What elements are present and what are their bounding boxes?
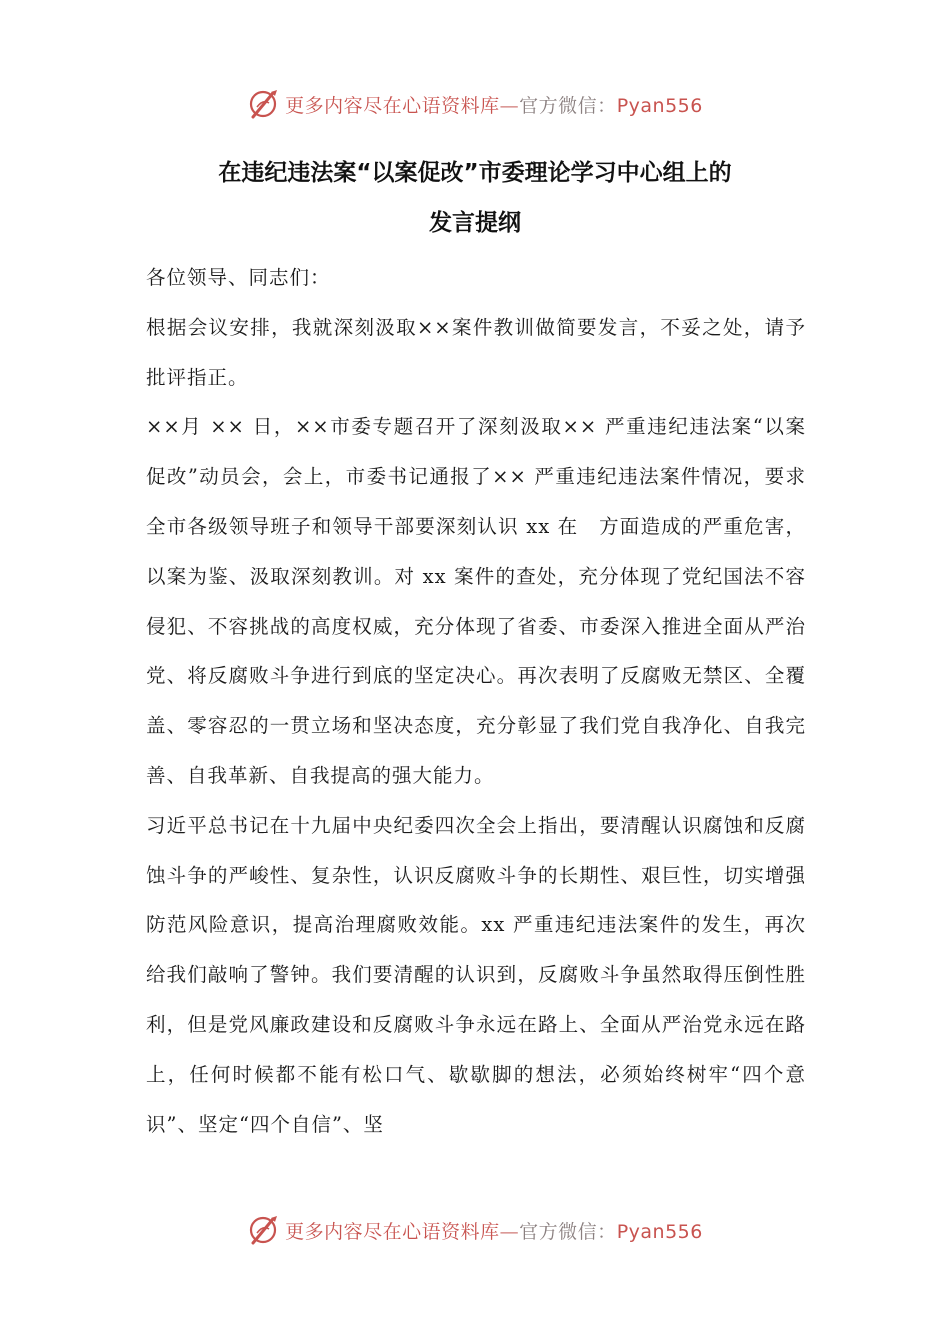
document-title-line1: 在违纪违法案“以案促改”市委理论学习中心组上的: [218, 160, 732, 186]
watermark-text: 更多内容尽在心语资料库—官方微信：Pyan556: [285, 1220, 703, 1243]
footer-watermark-banner: [0, 1210, 950, 1250]
document-body: [146, 253, 806, 1149]
pen-logo-icon: [247, 87, 281, 121]
document-title-line2: 发言提纲: [429, 210, 521, 236]
paragraph: 根据会议安排，我就深刻汲取××案件教训做简要发言，不妥之处，请予批评指正。: [146, 315, 806, 389]
header-watermark-banner: [0, 84, 950, 124]
watermark-text: 更多内容尽在心语资料库—官方微信：Pyan556: [285, 94, 703, 117]
paragraph: ××月 ×× 日，××市委专题召开了深刻汲取×× 严重违纪违法案“以案促改”动员会，会上，市委书记通报了×× 严重违纪违法案件情况，要求全市各级领导班子和领导干部要深刻认识 xx 在 方面造成的严重危害，以案为鉴、汲取深刻教训。对 xx 案件的查处，充分体现了党纪国法不容侵犯、不容挑战的高度权威，充分体现了省委、市委深入推进全面从严治党、将反腐败斗争进行到底的坚定决心。再次表明了反腐败无禁区、全覆盖、零容忍的一贯立场和坚决态度，充分彰显了我们党自我净化、自我完善、自我革新、自我提高的强大能力。: [146, 415, 806, 787]
salutation: 各位领导、同志们：: [146, 266, 331, 289]
paragraph: 习近平总书记在十九届中央纪委四次全会上指出，要清醒认识腐蚀和反腐蚀斗争的严峻性、复杂性，认识反腐败斗争的长期性、艰巨性，切实增强防范风险意识，提高治理腐败效能。xx 严重违纪违法案件的发生，再次给我们敲响了警钟。我们要清醒的认识到，反腐败斗争虽然取得压倒性胜利，但是党风廉政建设和反腐败斗争永远在路上、全面从严治党永远在路上，任何时候都不能有松口气、歇歇脚的想法，必须始终树牢“四个意识”、坚定“四个自信”、坚: [146, 813, 806, 1136]
pen-logo-icon: [247, 1213, 281, 1247]
